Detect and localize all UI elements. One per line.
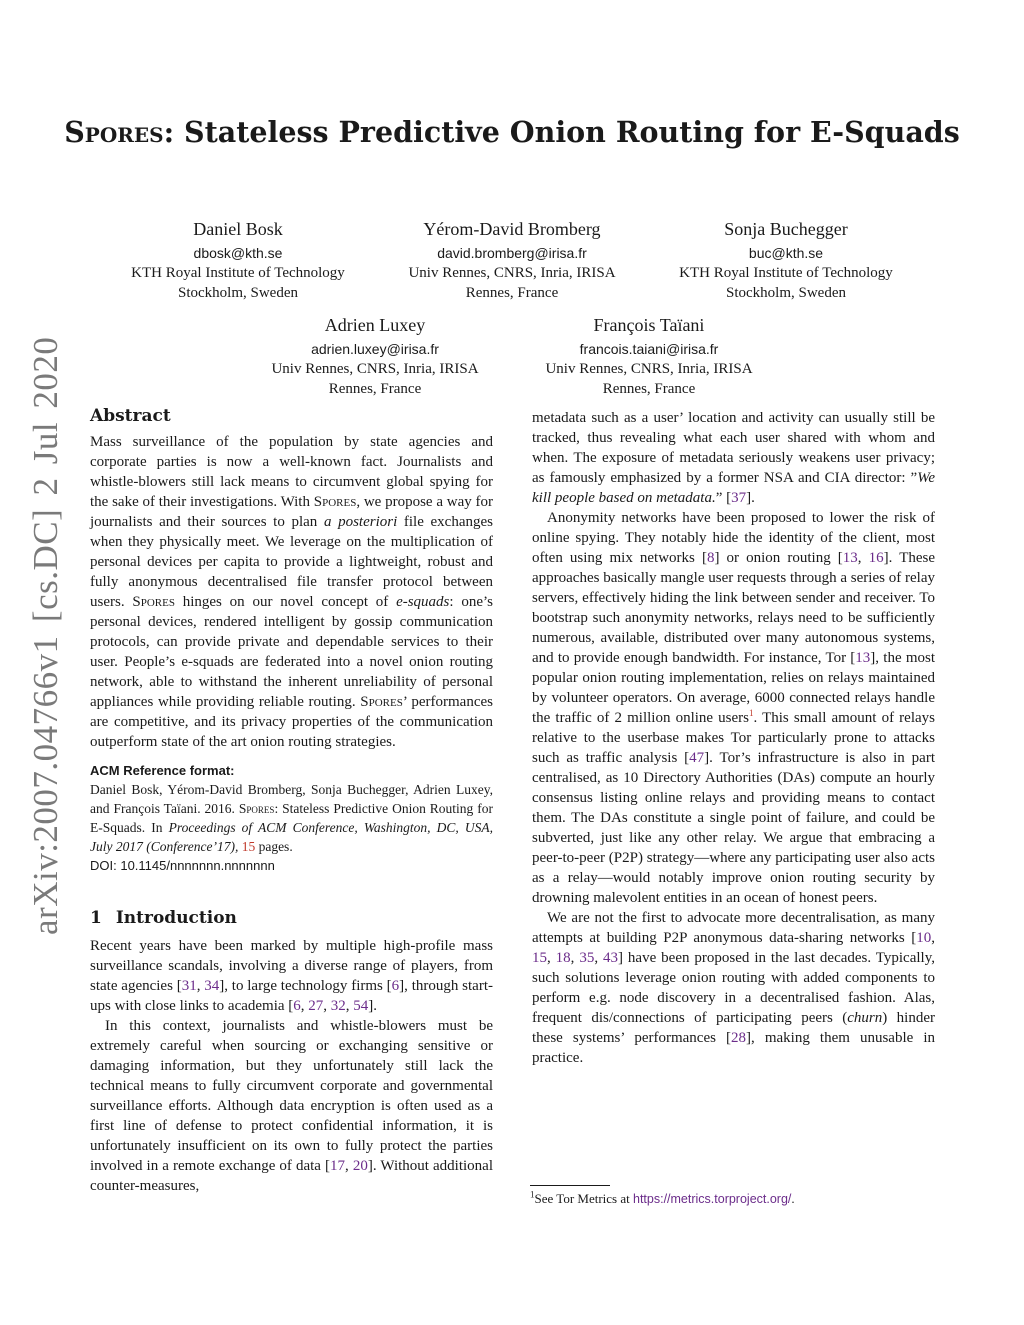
citation-link[interactable]: 35 <box>579 950 595 966</box>
citation-link[interactable]: 10 <box>916 930 932 946</box>
paper-title <box>0 111 1024 153</box>
author-affiliation: Univ Rennes, CNRS, Inria, IRISA <box>408 265 616 281</box>
author-email: dbosk@kth.se <box>193 245 283 261</box>
abstract-text: Mass surveillance of the population by state agencies and corporate parties is now a well-known fact. Journalists and whistle-blowers still lack means to circumvent global spying for the sake of their investigations. With Spores, we propose a way for journalists and their sources to plan a posteriori file exchanges when they physically meet. We leverage on the multiplication of personal devices per capita to provide a lightweight, robust and fully anonymous decentralised file transfer protocol between users. Spores hinges on our novel concept of e-squads: one’s personal devices, rendered intelligent by gossip communication protocols, can provide private and dependable services to their user. People’s e-squads are federated into a novel onion routing network, able to withstand the inherent unreliability of personal appliances while providing reliable routing. Spores’ performances are competitive, and its privacy properties of the communication outperform state of the art onion routing strategies. <box>90 434 494 750</box>
author-location: Rennes, France <box>465 285 559 301</box>
author-block <box>362 217 662 303</box>
footnote-number: 1 <box>530 1189 535 1200</box>
citation-link[interactable]: 6 <box>293 998 301 1014</box>
section-title: Introduction <box>115 908 237 928</box>
paragraph: metadata such as a user’ location and activity can usually still be tracked, thus revealing what each user shared with whom and when. The exposure of metadata seriously weakens user privacy; as famously emphasized by a former NSA and CIA director: ”We kill people based on metadata.” [37]. <box>532 410 935 506</box>
acm-reference-heading: ACM Reference format: <box>90 763 235 778</box>
citation-link[interactable]: 28 <box>731 1030 747 1046</box>
paragraph: In this context, journalists and whistle-blowers must be extremely careful when sourcing or exchanging sensitive or damaging information, but they unfortunately still lack the technical means to fully circumvent corporate and governmental surveillance efforts. Although data encryption is often used as a first line of defense to protect confidential information, it is unfortunately insufficient on its own to fully protect the parties involved in a remote exchange of data [17, 20]. Without additional counter-measures, <box>90 1018 494 1194</box>
author-name: Sonja Buchegger <box>724 219 848 239</box>
citation-link[interactable]: 43 <box>603 950 619 966</box>
citation-link[interactable]: 13 <box>855 650 871 666</box>
citation-link[interactable]: 32 <box>330 998 346 1014</box>
abstract-heading: Abstract <box>90 406 171 426</box>
author-name: Adrien Luxey <box>324 315 426 335</box>
doi-text: DOI: 10.1145/nnnnnnn.nnnnnnn <box>90 858 275 873</box>
footnote-url-link[interactable]: https://metrics.torproject.org/ <box>633 1192 792 1206</box>
paragraph: Anonymity networks have been proposed to lower the risk of online spying. They notably hide the identity of the client, most often using mix networks [8] or onion routing [13, 16]. These approaches basically mangle user requests through a series of relay servers, effectively hiding the link between sender and receiver. To bootstrap such anonymity networks, relays need to be sufficiently numerous, available, distributed over many autonomous systems, and to provide enough bandwidth. For instance, Tor [13], the most popular onion routing implementation, relies on relays maintained by volunteer operators. On average, 6000 connected relays handle the traffic of 2 million online users$^1$. This small amount of relays relative to the userbase makes Tor particularly prone to attacks such as traffic analysis [47]. Tor’s infrastructure is also in part centralised, as 10 Directory Authorities (DAs) compute an hourly consensus listing online relays and providing means to contact them. The DAs constitute a single point of failure, and could be subverted, just like any other relay. We argue that embracing a peer-to-peer (P2P) strategy—where any participating user also acts as a relay—would notably improve onion routing security by drowning malevolent entities in an ocean of honest peers. <box>532 510 936 906</box>
author-affiliation: KTH Royal Institute of Technology <box>131 265 345 281</box>
author-affiliation: KTH Royal Institute of Technology <box>679 265 893 281</box>
citation-link[interactable]: 31 <box>181 978 197 994</box>
citation-link[interactable]: 17 <box>330 1158 346 1174</box>
author-name: Daniel Bosk <box>193 219 283 239</box>
section-number: 1 <box>90 908 102 928</box>
author-location: Rennes, France <box>602 381 696 397</box>
author-email: adrien.luxey@irisa.fr <box>311 341 439 357</box>
author-location: Stockholm, Sweden <box>178 285 298 301</box>
author-block <box>88 217 388 303</box>
author-affiliation: Univ Rennes, CNRS, Inria, IRISA <box>545 361 753 377</box>
section-heading <box>90 906 493 930</box>
citation-link[interactable]: 37 <box>731 490 747 506</box>
author-name: Yérom-David Bromberg <box>423 219 601 239</box>
pages-link[interactable]: 15 <box>241 839 256 854</box>
citation-link[interactable]: 54 <box>353 998 369 1014</box>
citation-link[interactable]: 15 <box>532 950 547 966</box>
author-email: david.bromberg@irisa.fr <box>437 245 587 261</box>
citation-link[interactable]: 20 <box>352 1158 368 1174</box>
footnote-marker[interactable]: 1 <box>749 708 754 718</box>
author-block <box>636 217 936 303</box>
author-affiliation: Univ Rennes, CNRS, Inria, IRISA <box>271 361 479 377</box>
right-column <box>532 408 935 1068</box>
citation-link[interactable]: 8 <box>706 550 715 566</box>
author-name: François Taïani <box>593 315 705 335</box>
citation-link[interactable]: 18 <box>555 950 571 966</box>
arxiv-stamp: arXiv:2007.04766v1 [cs.DC] 2 Jul 2020 <box>26 336 65 935</box>
citation-link[interactable]: 6 <box>391 978 400 994</box>
title-rest: : Stateless Predictive Onion Routing for E-Squads <box>163 115 960 149</box>
author-email: buc@kth.se <box>748 245 824 261</box>
footnote-rule <box>530 1185 610 1186</box>
author-block <box>225 313 525 399</box>
author-location: Stockholm, Sweden <box>726 285 846 301</box>
citation-link[interactable]: 47 <box>689 750 705 766</box>
paragraph: Recent years have been marked by multiple high-profile mass surveillance scandals, involving a diverse range of players, from state agencies [31, 34], to large technology firms [6], through start-ups with close links to academia [6, 27, 32, 54]. <box>90 938 493 1014</box>
citation-link[interactable]: 13 <box>842 550 858 566</box>
title-system-name: Spores <box>64 115 164 149</box>
citation-link[interactable]: 34 <box>204 978 220 994</box>
author-location: Rennes, France <box>328 381 422 397</box>
author-block <box>499 313 799 399</box>
citation-link[interactable]: 27 <box>308 998 324 1014</box>
citation-link[interactable]: 16 <box>868 550 884 566</box>
footnote: $^1$See Tor Metrics at https://metrics.torproject.org/. <box>530 1189 795 1206</box>
paragraph: We are not the first to advocate more decentralisation, as many attempts at building P2P anonymous data-sharing networks [10, 15, 18, 35, 43] have been proposed in the last decades. Typically, such solutions leverage onion routing with added components to perform e.g. node discovery in a decentralised fashion. Alas, frequent dis/connections of participating peers (churn) hinder these systems’ performances [28], making them unusable in practice. <box>532 910 936 1066</box>
acm-reference-text: Daniel Bosk, Yérom-David Bromberg, Sonja Buchegger, Adrien Luxey, and François Taïani. 2016. Spores: Stateless Predictive Onion Routing for E-Squads. In Proceedings of ACM Conference, Washington, DC, USA, July 2017 (Conference’17), 15 pages. <box>90 782 493 854</box>
left-column <box>90 404 493 1196</box>
author-email: francois.taiani@irisa.fr <box>579 341 719 357</box>
